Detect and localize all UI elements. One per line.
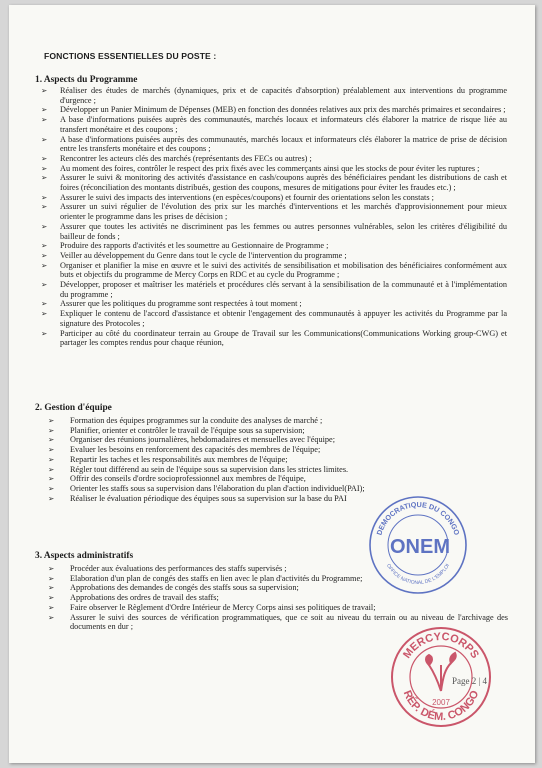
list-item: ➢ Assurer un suivi régulier de l'évolution des prix sur les marchés d'interventions et les marchés d'approvisionnement pour mieux orienter le programme dans les prises de décision ; [41, 202, 507, 222]
list-item: ➢ Repartir les taches et les responsabilités aux membres de l'équipe; [48, 454, 288, 464]
arrow-bullet-icon: ➢ [41, 115, 48, 125]
onem-stamp-bottom-text: OFFICE NATIONAL DE L'EMPLOI [385, 562, 451, 587]
arrow-bullet-icon: ➢ [48, 612, 55, 622]
list-item: ➢ Offrir des conseils d'ordre socioprofessionnel aux membres de l'équipe, [48, 474, 306, 484]
arrow-bullet-icon: ➢ [41, 280, 48, 290]
list-item: ➢ Régler tout différend au sein de l'équipe sous sa supervision dans les strictes limites. [48, 464, 349, 474]
list-item: ➢ A base d'informations puisées auprès des communautés, marchés locaux et informateurs clés élaborer la matrice de risque liée au transfert monétaire et des coupons ; [41, 115, 507, 134]
arrow-bullet-icon: ➢ [48, 602, 55, 612]
arrow-bullet-icon: ➢ [48, 425, 55, 435]
list-item: ➢ Organiser des réunions journalières, hebdomadaires et mensuelles avec l'équipe; [48, 435, 336, 445]
list-item: ➢ Formation des équipes programmes sur la conduite des analyses de marché ; [48, 416, 323, 425]
arrow-bullet-icon: ➢ [48, 573, 55, 583]
list-item: ➢ Développer, proposer et maîtriser les matériels et procédures clés servant à la sensibilisation de la communauté et à l'implémentation du programme ; [41, 280, 507, 299]
arrow-bullet-icon: ➢ [41, 202, 48, 212]
list-item: ➢ Réaliser des études de marchés (dynamiques, prix et de capacités d'absorption) préalablement aux interventions du programme d'urgence ; [41, 86, 507, 105]
arrow-bullet-icon: ➢ [41, 134, 48, 144]
arrow-bullet-icon: ➢ [41, 192, 48, 202]
list-item: ➢ Développer un Panier Minimum de Dépenses (MEB) en fonction des données relatives aux prix des marchés primaires et secondaires ; [41, 105, 506, 115]
list-item: ➢ Faire observer le Règlement d'Ordre Intérieur de Mercy Corps ainsi ses politiques de travail; [48, 602, 376, 612]
arrow-bullet-icon: ➢ [41, 250, 48, 260]
mercycorps-stamp-top-text: MERCYCORPS [401, 630, 481, 661]
section-title-administrative: 3. Aspects administratifs [35, 551, 134, 561]
mercycorps-stamp-bottom-text: RÉP. DÉM. CONGO [400, 688, 482, 724]
arrow-bullet-icon: ➢ [41, 309, 48, 319]
page-number: Page 2 | 4 [452, 676, 488, 686]
onem-stamp-graphic [363, 491, 473, 595]
arrow-bullet-icon: ➢ [48, 454, 55, 464]
list-item: ➢ Expliquer le contenu de l'accord d'assistance et obtenir l'engagement des communautés à appuyer les activités du Programme par la signature des Protocoles ; [41, 309, 507, 328]
arrow-bullet-icon: ➢ [41, 173, 48, 183]
list-item: ➢ Veiller au développement du Genre dans tout le cycle de l'intervention du programme ; [41, 250, 347, 260]
list-item: ➢ Participer au côté du coordinateur terrain au Groupe de Travail sur les Communications(Communications Working group-CWG) et partager les comptes rendus pour chaque réunion, [41, 328, 507, 348]
document-heading: FONCTIONS ESSENTIELLES DU POSTE : [44, 51, 217, 61]
list-item: ➢ Assurer le suivi & monitoring des activités d'assistance en cash/coupons auprès des bénéficiaires pendant les distributions de cash et foires (réconciliation des montants distribués, gestion des coupons, mesures de mitigations pour éviter les fraudes etc.) ; [41, 173, 507, 193]
list-item: ➢ Au moment des foires, contrôler le respect des prix fixés avec les commerçants ainsi que les stocks de pour éviter les ruptures ; [41, 163, 480, 173]
onem-stamp-center-text: ONEM [390, 536, 450, 558]
programme-task-list [41, 86, 507, 348]
arrow-bullet-icon: ➢ [41, 260, 48, 270]
list-item: ➢ Planifier, orienter et contrôler le travail de l'équipe sous sa supervision; [48, 425, 305, 435]
section-title-team-management: 2. Gestion d'équipe [35, 403, 112, 413]
list-item: ➢ Assurer que toutes les activités ne discriminent pas les femmes ou autres personnes vulnérables, selon les critères d'éligibilité du bailleur de fonds ; [41, 221, 507, 241]
arrow-bullet-icon: ➢ [48, 464, 55, 474]
section-title-programme: 1. Aspects du Programme [35, 75, 138, 85]
arrow-bullet-icon: ➢ [48, 593, 55, 603]
arrow-bullet-icon: ➢ [48, 564, 55, 573]
arrow-bullet-icon: ➢ [41, 153, 48, 163]
list-item: ➢ Assurer le suivi des sources de vérification programmatiques, que ce soit au niveau du terrain ou au niveau de l'archivage des documents en dur ; [48, 612, 508, 632]
list-item: ➢ A base d'informations puisées auprès des communautés, marchés locaux et informateurs clés élaborer la matrice de prise de décision entre les transferts monétaire et des coupons ; [41, 134, 507, 154]
arrow-bullet-icon: ➢ [48, 474, 55, 484]
list-item: ➢ Elaboration d'un plan de congés des staffs en lien avec le plan d'activités du Programme; [48, 573, 363, 583]
arrow-bullet-icon: ➢ [41, 163, 48, 173]
list-item: ➢ Procéder aux évaluations des performances des staffs supervisés ; [48, 564, 287, 573]
onem-stamp [363, 491, 473, 595]
list-item: ➢ Assurer que les politiques du programme sont respectées à tout moment ; [41, 299, 302, 309]
mercycorps-stamp-year: 2007 [432, 698, 450, 707]
list-item: ➢ Rencontrer les acteurs clés des marchés (représentants des FECs ou autres) ; [41, 153, 312, 163]
list-item: ➢ Réaliser le évaluation périodique des équipes sous sa supervision sur la base du PAI [48, 493, 347, 503]
onem-stamp-top-text: DEMOCRATIQUE DU CONGO [374, 499, 462, 537]
arrow-bullet-icon: ➢ [48, 583, 55, 593]
list-item: ➢ Evaluer les besoins en renforcement des capacités des membres de l'équipe; [48, 445, 321, 455]
arrow-bullet-icon: ➢ [41, 221, 48, 231]
arrow-bullet-icon: ➢ [41, 105, 48, 115]
list-item: ➢ Approbations des demandes de congés des staffs sous sa supervision; [48, 583, 299, 593]
arrow-bullet-icon: ➢ [48, 493, 55, 503]
arrow-bullet-icon: ➢ [48, 483, 55, 493]
list-item: ➢ Assurer le suivi des impacts des interventions (en espèces/coupons) et fournir des orientations selon les constats ; [41, 192, 434, 202]
list-item: ➢ Orienter les staffs sous sa supervision dans l'élaboration du plan d'action individuel(PAI); [48, 483, 365, 493]
arrow-bullet-icon: ➢ [41, 328, 48, 338]
arrow-bullet-icon: ➢ [41, 241, 48, 251]
arrow-bullet-icon: ➢ [41, 299, 48, 309]
arrow-bullet-icon: ➢ [48, 416, 55, 425]
arrow-bullet-icon: ➢ [41, 86, 48, 95]
arrow-bullet-icon: ➢ [48, 435, 55, 445]
list-item: ➢ Approbations des ordres de travail des staffs; [48, 593, 219, 603]
list-item: ➢ Organiser et planifier la mise en œuvre et le suivi des activités de sensibilisation et mobilisation des bénéficiaires conformément aux buts et objectifs du programme de Mercy Corps en RDC et au cycle du Programme ; [41, 260, 507, 280]
list-item: ➢ Produire des rapports d'activités et les soumettre au Gestionnaire de Programme ; [41, 241, 329, 251]
document-page [9, 5, 535, 763]
arrow-bullet-icon: ➢ [48, 445, 55, 455]
